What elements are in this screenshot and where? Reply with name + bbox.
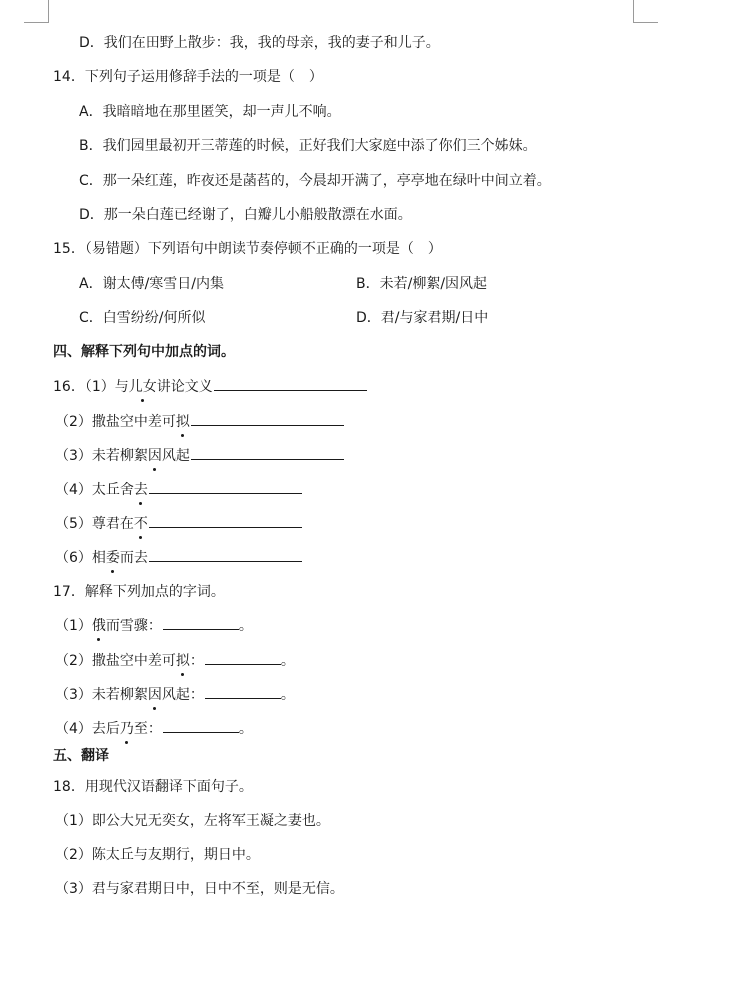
q13-option-d: D．我们在田野上散步：我，我的母亲，我的妻子和儿子。 [79, 35, 440, 51]
q14-option-b: B．我们园里最初开三蒂莲的时候，正好我们大家庭中添了你们三个姊妹。 [79, 138, 537, 154]
q15-option-c: C．白雪纷纷/何所似 [79, 310, 206, 326]
q15-option-b: B．未若/柳絮/因风起 [356, 276, 488, 292]
q16-item-4 [55, 478, 302, 498]
q18-stem: 18．用现代汉语翻译下面句子。 [53, 779, 253, 795]
q16-item-5 [55, 512, 302, 532]
q15-option-d: D．君/与家君期/日中 [356, 310, 489, 326]
q16-item-5-text: （5）尊君在 [55, 516, 134, 532]
q17-item-1-dotted-word: 俄 [91, 618, 106, 634]
section-4-heading: 四、解释下列句中加点的词。 [53, 344, 235, 360]
q14-stem: 14．下列句子运用修辞手法的一项是（ ） [53, 69, 323, 85]
q16-item-1-text: 16．（1）与 [53, 379, 129, 395]
q16-item-1-text-after: 讲论文义 [156, 379, 213, 395]
q17-item-3-answer-blank[interactable] [205, 683, 281, 699]
q16-item-1-answer-blank[interactable] [214, 375, 367, 391]
page-corner-mark-left [24, 0, 49, 23]
q14-option-d: D．那一朵白莲已经谢了，白瓣儿小船般散漂在水面。 [79, 207, 412, 223]
q16-item-5-answer-blank[interactable] [149, 512, 302, 528]
q16-item-6-text-after: 而去 [119, 550, 148, 566]
q16-item-3 [55, 444, 344, 464]
q16-item-3-text: （3）未若柳絮 [55, 448, 148, 464]
q17-item-2-answer-blank[interactable] [205, 649, 281, 665]
q17-item-4-text-after: 至： [133, 721, 162, 737]
q17-item-2-period: 。 [280, 653, 295, 669]
q16-item-1-dotted-word: 儿女 [128, 379, 157, 395]
q16-item-2-answer-blank[interactable] [191, 410, 344, 426]
q18-sentence-1: （1）即公大兄无奕女，左将军王凝之妻也。 [55, 813, 330, 829]
q17-item-4-period: 。 [238, 721, 253, 737]
q15-option-a: A．谢太傅/寒雪日/内集 [79, 276, 225, 292]
q17-item-2-dotted-word: 拟 [175, 653, 190, 669]
q16-item-4-answer-blank[interactable] [149, 478, 302, 494]
q17-item-2 [55, 649, 295, 669]
q16-item-6-dotted-word: 委 [105, 550, 120, 566]
q17-item-2-text: （2）撒盐空中差可 [55, 653, 176, 669]
q17-item-1 [55, 614, 253, 634]
q17-item-4 [55, 717, 253, 737]
q16-item-2-dotted-word: 拟 [175, 414, 190, 430]
q17-item-3 [55, 683, 295, 703]
q16-item-3-answer-blank[interactable] [191, 444, 344, 460]
q17-item-1-text: （1） [55, 618, 92, 634]
q16-item-2-text: （2）撒盐空中差可 [55, 414, 176, 430]
q17-item-1-period: 。 [238, 618, 253, 634]
page-corner-mark-right [633, 0, 658, 23]
q14-option-c: C．那一朵红莲，昨夜还是菡萏的，今晨却开满了，亭亭地在绿叶中间立着。 [79, 173, 551, 189]
q17-stem: 17．解释下列加点的字词。 [53, 584, 225, 600]
q16-item-6-text: （6）相 [55, 550, 106, 566]
q17-item-4-answer-blank[interactable] [163, 717, 239, 733]
q18-sentence-3: （3）君与家君期日中，日中不至，则是无信。 [55, 881, 344, 897]
q16-item-6 [55, 546, 302, 566]
q17-item-3-text-after: 风起： [161, 687, 204, 703]
q17-item-1-answer-blank[interactable] [163, 614, 239, 630]
q16-item-4-dotted-word: 去 [133, 482, 148, 498]
q17-item-3-dotted-word: 因 [147, 687, 162, 703]
section-5-heading: 五、翻译 [53, 748, 109, 764]
q18-sentence-2: （2）陈太丘与友期行，期日中。 [55, 847, 260, 863]
q16-item-2 [55, 410, 344, 430]
q16-item-6-answer-blank[interactable] [149, 546, 302, 562]
q16-item-5-dotted-word: 不 [133, 516, 148, 532]
q16-item-1 [53, 375, 367, 395]
q16-item-4-text: （4）太丘舍 [55, 482, 134, 498]
q17-item-2-text-after: ： [189, 653, 204, 669]
q17-item-3-text: （3）未若柳絮 [55, 687, 148, 703]
q17-item-4-text: （4）去后 [55, 721, 120, 737]
q14-option-a: A．我暗暗地在那里匿笑，却一声儿不响。 [79, 104, 341, 120]
q17-item-3-period: 。 [280, 687, 295, 703]
q16-item-3-text-after: 风起 [161, 448, 190, 464]
q15-stem: 15．（易错题）下列语句中朗读节奏停顿不正确的一项是（ ） [53, 241, 442, 257]
q17-item-1-text-after: 而雪骤： [105, 618, 162, 634]
q16-item-3-dotted-word: 因 [147, 448, 162, 464]
q17-item-4-dotted-word: 乃 [119, 721, 134, 737]
